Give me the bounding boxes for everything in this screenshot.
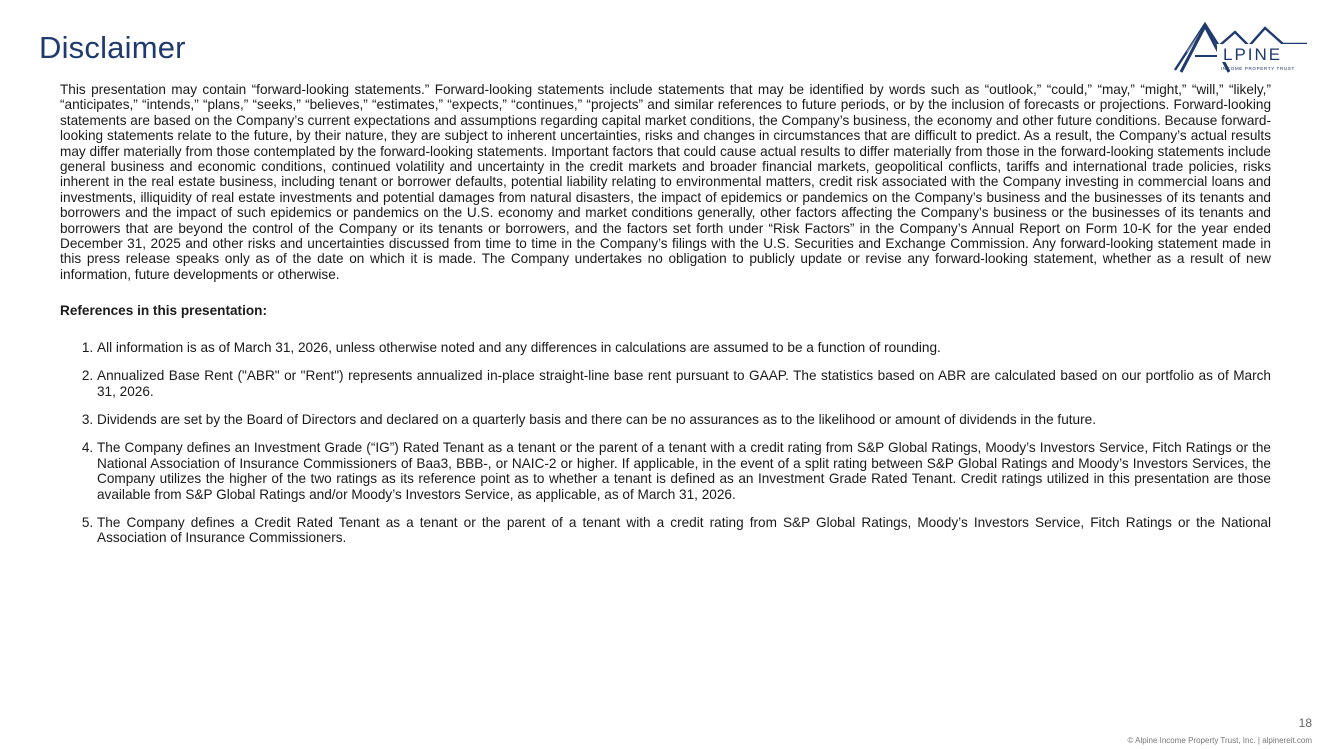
reference-item-1: 1. All information is as of March 31, 2026, unless otherwise noted and any differences in calculations are assumed to be a function of rounding. bbox=[97, 340, 1271, 355]
forward-looking-paragraph: This presentation may contain “forward-looking statements.” Forward-looking statements include statements that may be identified by words such as “outlook,” “could,” “may,” “might,” “will,” “likely,” “anticipates,” “intends,” “plans,” “seeks,” “believes,” “estimates,” “expects,” “continues,” “projects” and similar references to future periods, or by the inclusion of forecasts or projections. Forward-looking statements are based on the Company’s current expectations and assumptions regarding capital market conditions, the Company’s business, the economy and other future conditions. Because forward-looking statements relate to the future, by their nature, they are subject to inherent uncertainties, risks and changes in circumstances that are difficult to predict. As a result, the Company’s actual results may differ materially from those contemplated by the forward-looking statements. Important factors that could cause actual results to differ materially from those in the forward-looking statements include general business and economic conditions, continued volatility and uncertainty in the credit markets and broader financial markets, geopolitical conflicts, tariffs and international trade policies, risks inherent in the real estate business, including tenant or borrower defaults, potential liability relating to environmental matters, credit risk associated with the Company investing in commercial loans and investments, illiquidity of real estate investments and potential damages from natural disasters, the impact of epidemics or pandemics on the Company’s business and the businesses of its tenants and borrowers and the impact of such epidemics or pandemics on the U.S. economy and market conditions generally, other factors affecting the Company’s business or the businesses of its tenants and borrowers that are beyond the control of the Company or its tenants or borrowers, and the factors set forth under “Risk Factors” in the Company’s Annual Report on Form 10-K for the year ended December 31, 2025 and other risks and uncertainties discussed from time to time in the Company’s filings with the U.S. Securities and Exchange Commission. Any forward-looking statement made in this press release speaks only as of the date on which it is made. The Company undertakes no obligation to publicly update or revise any forward-looking statement, whether as a result of new information, future developments or otherwise. bbox=[60, 82, 1271, 282]
page-title: Disclaimer bbox=[39, 30, 186, 65]
reference-item-4: 4. The Company defines an Investment Grade (“IG”) Rated Tenant as a tenant or the parent of a tenant with a credit rating from S&P Global Ratings, Moody’s Investors Service, Fitch Ratings or the National Association of Insurance Commissioners of Baa3, BBB-, or NAIC-2 or higher. If applicable, in the event of a split rating between S&P Global Ratings and Moody’s Investors Services, the Company utilizes the higher of the two ratings as its reference point as to whether a tenant is defined as an Investment Grade Rated Tenant. Credit ratings utilized in this presentation are those available from S&P Global Ratings and/or Moody’s Investors Service, as applicable, as of March 31, 2026. bbox=[97, 440, 1271, 502]
disclaimer-content bbox=[60, 82, 1271, 559]
references-list bbox=[60, 340, 1271, 546]
reference-item-3: 3. Dividends are set by the Board of Directors and declared on a quarterly basis and there can be no assurances as to the likelihood or amount of dividends in the future. bbox=[97, 412, 1271, 427]
page-number: 18 bbox=[1298, 716, 1312, 730]
footer-copyright: © Alpine Income Property Trust, Inc. | alpinereit.com bbox=[1127, 736, 1312, 745]
logo-subtext: INCOME PROPERTY TRUST bbox=[1221, 66, 1295, 71]
references-heading: References in this presentation: bbox=[60, 303, 267, 319]
alpine-logo bbox=[1173, 18, 1309, 76]
reference-item-2: 2. Annualized Base Rent ("ABR" or "Rent") represents annualized in-place straight-line base rent pursuant to GAAP. The statistics based on ABR are calculated based on our portfolio as of March 31, 2026. bbox=[97, 368, 1271, 399]
reference-item-5: 5. The Company defines a Credit Rated Tenant as a tenant or the parent of a tenant with a credit rating from S&P Global Ratings, Moody’s Investors Service, Fitch Ratings or the National Association of Insurance Commissioners. bbox=[97, 515, 1271, 546]
logo-text: LPINE bbox=[1223, 45, 1283, 64]
